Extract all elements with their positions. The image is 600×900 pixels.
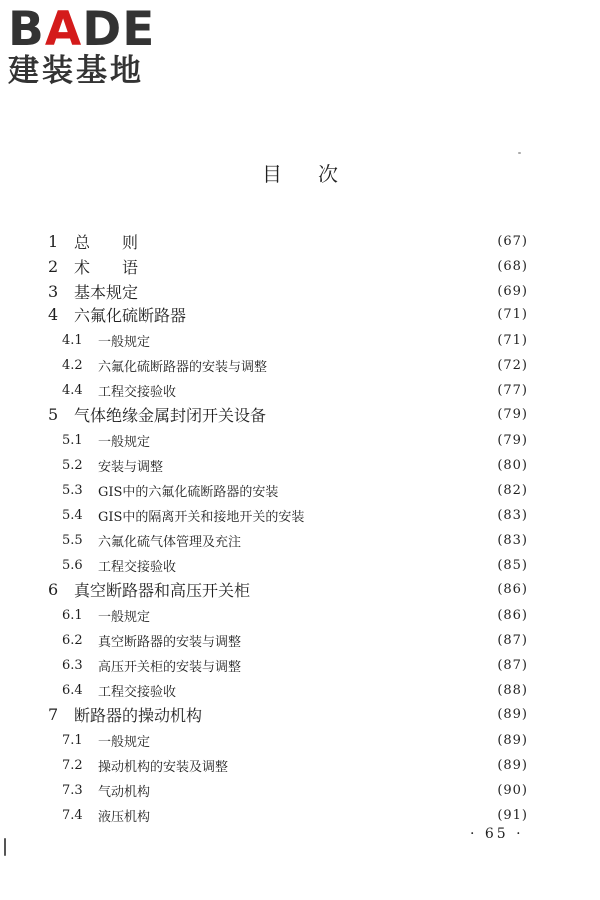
toc-entry-label: 术 语 — [74, 257, 139, 277]
dot-leader — [312, 504, 491, 526]
toc-entry-label: 断路器的操动机构 — [74, 705, 203, 725]
toc-entry-number: 7.2 — [62, 757, 83, 773]
toc-entry-page: (89) — [497, 706, 528, 722]
toc-entry — [48, 303, 528, 325]
toc-entry-page: (87) — [497, 657, 528, 673]
toc-entry-label: GIS中的隔离开关和接地开关的安装 — [98, 509, 305, 525]
toc-entry-number: 6.2 — [62, 632, 83, 648]
toc-entry-page: (87) — [497, 632, 528, 648]
dot-leader — [184, 554, 491, 576]
toc-entry — [62, 479, 528, 501]
toc-entry-label: 六氟化硫断路器的安装与调整 — [98, 359, 268, 375]
dot-leader — [184, 679, 491, 701]
dot-leader — [158, 729, 491, 751]
toc-entry — [62, 529, 528, 551]
toc-entry-number: 6.4 — [62, 682, 83, 698]
toc-entry-page: (83) — [497, 532, 528, 548]
toc-entry — [48, 703, 528, 725]
scan-speck — [518, 152, 521, 154]
toc-entry-page: (83) — [497, 507, 528, 523]
toc-entry — [62, 454, 528, 476]
toc-entry-label: 六氟化硫断路器 — [74, 305, 187, 325]
dot-leader — [184, 379, 491, 401]
toc-entry-label: 工程交接验收 — [98, 559, 177, 575]
toc-title: 目次 — [262, 162, 374, 186]
toc-entry-page: (89) — [497, 732, 528, 748]
bade-logo — [8, 2, 156, 89]
toc-entry-label: 一般规定 — [98, 334, 151, 350]
toc-entry-label: GIS中的六氟化硫断路器的安装 — [98, 484, 279, 500]
toc-entry-number: 7 — [48, 704, 59, 724]
toc-entry — [62, 779, 528, 801]
toc-entry-number: 6.1 — [62, 607, 83, 623]
toc-entry-number: 6.3 — [62, 657, 83, 673]
toc-entry — [62, 654, 528, 676]
toc-entry-label: 操动机构的安装及调整 — [98, 759, 229, 775]
logo-wordmark — [8, 2, 156, 57]
dot-leader — [158, 604, 491, 626]
toc-entry — [48, 403, 528, 425]
toc-entry-page: (80) — [497, 457, 528, 473]
toc-entry-number: 4.4 — [62, 382, 83, 398]
toc-entry — [62, 429, 528, 451]
scan-mark — [4, 838, 6, 856]
dot-leader — [274, 403, 491, 425]
toc-entry-page: (86) — [497, 607, 528, 623]
toc-entry — [48, 255, 528, 277]
toc-entry-number: 2 — [48, 256, 59, 276]
dot-leader — [146, 230, 491, 252]
dot-leader — [146, 255, 491, 277]
toc-entry-page: (69) — [497, 283, 528, 299]
page-number: · 65 · — [470, 826, 524, 842]
toc-entry-label: 工程交接验收 — [98, 684, 177, 700]
toc-entry-label: 安装与调整 — [98, 459, 164, 475]
logo-subtitle: 建装基地 — [8, 53, 144, 89]
toc-entry-number: 7.3 — [62, 782, 83, 798]
toc-entry-label: 六氟化硫气体管理及充注 — [98, 534, 242, 550]
toc-entry-number: 5.1 — [62, 432, 83, 448]
dot-leader — [158, 804, 491, 826]
toc-entry-page: (91) — [497, 807, 528, 823]
toc-entry-number: 5.6 — [62, 557, 83, 573]
toc-entry-page: (79) — [497, 406, 528, 422]
dot-leader — [171, 454, 491, 476]
toc-entry — [48, 578, 528, 600]
toc-entry-label: 气动机构 — [98, 784, 151, 800]
toc-entry-page: (86) — [497, 581, 528, 597]
toc-entry-page: (71) — [497, 306, 528, 322]
toc-entry-page: (68) — [497, 258, 528, 274]
toc-entry-number: 7.1 — [62, 732, 83, 748]
toc-entry — [48, 280, 528, 302]
toc-entry-label: 气体绝缘金属封闭开关设备 — [74, 405, 267, 425]
toc-entry — [62, 504, 528, 526]
dot-leader — [286, 479, 491, 501]
toc-entry-label: 一般规定 — [98, 734, 151, 750]
toc-entry-number: 5.2 — [62, 457, 83, 473]
dot-leader — [275, 354, 491, 376]
toc-entry-label: 工程交接验收 — [98, 384, 177, 400]
toc-entry-number: 3 — [48, 281, 59, 301]
toc-entry-number: 4.2 — [62, 357, 83, 373]
toc-entry — [62, 604, 528, 626]
toc-entry-number: 4 — [48, 304, 59, 324]
toc-entry-page: (89) — [497, 757, 528, 773]
toc-entry — [62, 679, 528, 701]
dot-leader — [258, 578, 491, 600]
toc-entry-label: 高压开关柜的安装与调整 — [98, 659, 242, 675]
toc-entry-page: (90) — [497, 782, 528, 798]
toc-entry-number: 5.3 — [62, 482, 83, 498]
dot-leader — [158, 429, 491, 451]
toc-entry-label: 液压机构 — [98, 809, 151, 825]
toc-entry-number: 5.5 — [62, 532, 83, 548]
toc-entry-page: (77) — [497, 382, 528, 398]
toc-entry-number: 4.1 — [62, 332, 83, 348]
toc-entry — [62, 729, 528, 751]
toc-entry — [62, 554, 528, 576]
dot-leader — [194, 303, 491, 325]
toc-entry-number: 5.4 — [62, 507, 83, 523]
toc-entry-label: 一般规定 — [98, 434, 151, 450]
toc-entry-page: (88) — [497, 682, 528, 698]
toc-entry-label: 总 则 — [74, 232, 139, 252]
toc-entry-label: 真空断路器和高压开关柜 — [74, 580, 251, 600]
toc-entry-number: 7.4 — [62, 807, 83, 823]
toc-entry — [62, 354, 528, 376]
toc-entry-page: (79) — [497, 432, 528, 448]
dot-leader — [236, 754, 491, 776]
toc-entry-number: 5 — [48, 404, 59, 424]
toc-entry — [62, 629, 528, 651]
logo-letters-de: DE — [82, 2, 156, 57]
toc-entry-page: (72) — [497, 357, 528, 373]
toc-entry-number: 6 — [48, 579, 59, 599]
toc-entry — [62, 804, 528, 826]
dot-leader — [158, 329, 491, 351]
dot-leader — [249, 654, 491, 676]
dot-leader — [210, 703, 491, 725]
dot-leader — [249, 529, 491, 551]
toc-entry — [62, 329, 528, 351]
toc-entry-number: 1 — [48, 231, 59, 251]
logo-letter-b: B — [8, 2, 45, 57]
toc-entry — [62, 754, 528, 776]
toc-entry-page: (82) — [497, 482, 528, 498]
toc-entry-label: 基本规定 — [74, 282, 139, 302]
dot-leader — [146, 280, 491, 302]
toc-entry — [62, 379, 528, 401]
toc-entry-page: (85) — [497, 557, 528, 573]
dot-leader — [158, 779, 491, 801]
toc-entry-label: 真空断路器的安装与调整 — [98, 634, 242, 650]
toc-entry-page: (71) — [497, 332, 528, 348]
toc-entry-label: 一般规定 — [98, 609, 151, 625]
dot-leader — [249, 629, 491, 651]
toc-entry-page: (67) — [497, 233, 528, 249]
logo-letter-a: A — [44, 2, 83, 57]
toc-entry — [48, 230, 528, 252]
